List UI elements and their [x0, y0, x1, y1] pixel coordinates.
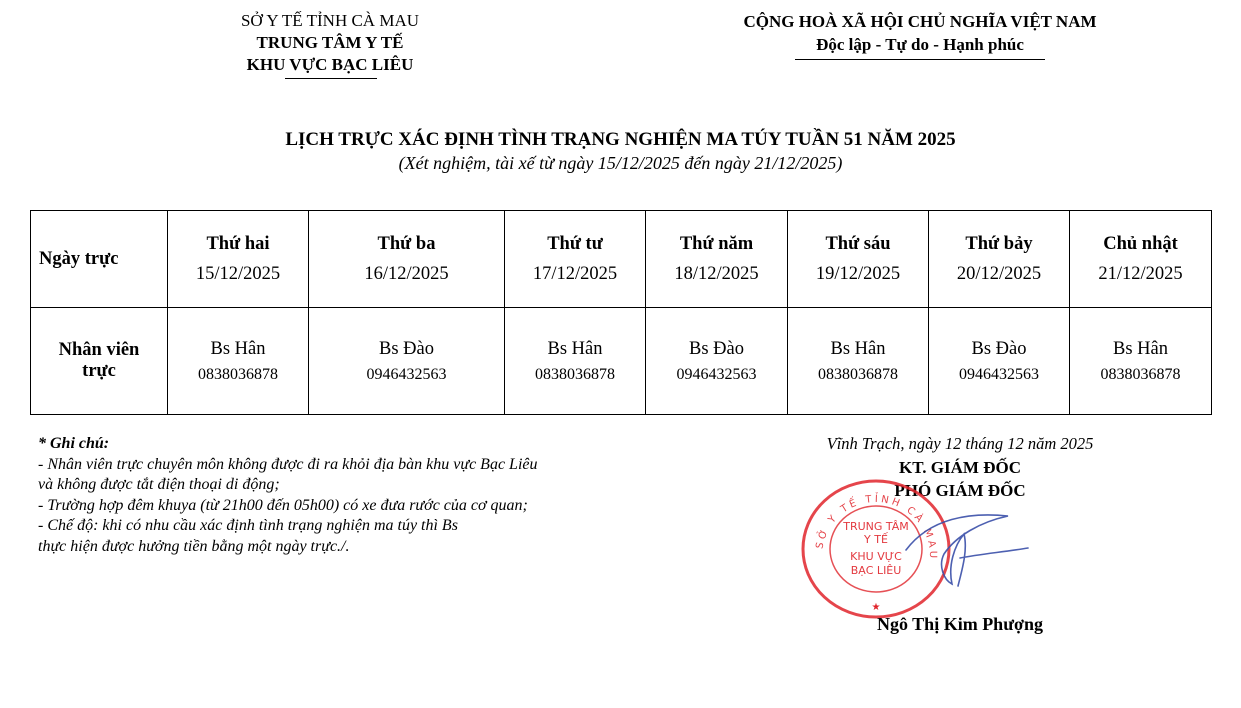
- note-line: - Chế độ: khi có nhu cầu xác định tình trạng nghiện ma túy thì Bs: [38, 517, 458, 534]
- staff-cell: [788, 308, 929, 415]
- place-date: Vĩnh Trạch, ngày 12 tháng 12 năm 2025: [826, 434, 1094, 453]
- row-header-duty-day: Ngày trực: [31, 211, 168, 308]
- notes-heading: * Ghi chú:: [38, 435, 110, 452]
- note-line: và không được tắt điện thoại di động;: [38, 476, 280, 493]
- staff-cell: [309, 308, 505, 415]
- seal-line-1: TRUNG TÂM: [843, 520, 909, 533]
- document-title: LỊCH TRỰC XÁC ĐỊNH TÌNH TRẠNG NGHIỆN MA TÚY TUẦN 51 NĂM 2025: [285, 129, 956, 150]
- national-header: [690, 10, 1150, 56]
- staff-phone: 0838036878: [818, 365, 898, 383]
- parent-agency: SỞ Y TẾ TỈNH CÀ MAU: [240, 11, 420, 30]
- note-line: thực hiện được hưởng tiền bằng một ngày trực./.: [38, 537, 350, 555]
- staff-cell: [646, 308, 788, 415]
- handwritten-signature: [900, 510, 1030, 590]
- day-date: 19/12/2025: [815, 263, 901, 284]
- seal-star-icon: ★: [871, 602, 881, 613]
- staff-phone: 0838036878: [1100, 365, 1181, 383]
- agency-header: [180, 10, 480, 76]
- table-row-staff: [31, 308, 1212, 415]
- agency-name-line2: KHU VỰC BẠC LIÊU: [246, 55, 414, 74]
- staff-name: Bs Hân: [210, 338, 266, 359]
- row-header-staff: [31, 308, 168, 415]
- day-name: Thứ sáu: [825, 233, 891, 254]
- day-cell: [788, 211, 929, 308]
- day-cell: [168, 211, 309, 308]
- signer-authority: KT. GIÁM ĐỐC: [899, 458, 1021, 477]
- day-name: Thứ tư: [547, 233, 603, 254]
- note-line: - Nhân viên trực chuyên môn không được đi ra khỏi địa bàn khu vực Bạc Liêu: [38, 455, 538, 473]
- staff-phone: 0946432563: [959, 365, 1039, 383]
- day-cell: [505, 211, 646, 308]
- day-name: Thứ ba: [377, 233, 436, 254]
- national-motto: Độc lập - Tự do - Hạnh phúc: [816, 35, 1024, 54]
- agency-name-line1: TRUNG TÂM Y TẾ: [256, 33, 404, 52]
- motto-underline: [795, 59, 1045, 60]
- row-header-staff-line2: trực: [82, 361, 116, 382]
- staff-phone: 0946432563: [366, 365, 447, 383]
- seal-outer-text: SỞ Y TẾ TỈNH CÀ MAU: [814, 493, 939, 562]
- signer-name: Ngô Thị Kim Phượng: [877, 614, 1043, 634]
- staff-name: Bs Hân: [1113, 338, 1168, 359]
- staff-name: Bs Đào: [379, 338, 434, 359]
- staff-name: Bs Đào: [971, 338, 1027, 359]
- day-date: 17/12/2025: [532, 263, 618, 284]
- staff-cell: [929, 308, 1070, 415]
- national-title: CỘNG HOÀ XÃ HỘI CHỦ NGHĨA VIỆT NAM: [743, 12, 1097, 31]
- staff-name: Bs Hân: [547, 338, 603, 359]
- staff-cell: [505, 308, 646, 415]
- day-name: Thứ hai: [206, 233, 270, 254]
- day-cell: [929, 211, 1070, 308]
- day-cell: [1070, 211, 1212, 308]
- day-date: 21/12/2025: [1098, 263, 1183, 284]
- agency-underline: [285, 78, 377, 79]
- seal-line-3: KHU VỰC: [850, 550, 902, 563]
- seal-line-2: Y TẾ: [864, 533, 888, 546]
- table-row-dates: [31, 211, 1212, 308]
- day-cell: [646, 211, 788, 308]
- staff-phone: 0946432563: [676, 365, 757, 383]
- day-name: Chủ nhật: [1103, 233, 1178, 254]
- day-date: 16/12/2025: [364, 263, 449, 284]
- seal-line-4: BẠC LIÊU: [850, 564, 902, 577]
- staff-cell: [168, 308, 309, 415]
- staff-phone: 0838036878: [198, 365, 278, 383]
- staff-name: Bs Hân: [830, 338, 886, 359]
- staff-cell: [1070, 308, 1212, 415]
- duty-schedule-table: [30, 210, 1212, 415]
- day-date: 18/12/2025: [674, 263, 759, 284]
- note-line: - Trường hợp đêm khuya (từ 21h00 đến 05h00) có xe đưa rước của cơ quan;: [38, 496, 528, 514]
- day-cell: [309, 211, 505, 308]
- day-name: Thứ bảy: [965, 233, 1033, 254]
- signer-title: PHÓ GIÁM ĐỐC: [894, 481, 1026, 500]
- notes-block: [38, 434, 638, 557]
- day-date: 20/12/2025: [956, 263, 1042, 284]
- day-name: Thứ năm: [679, 233, 754, 254]
- row-header-staff-line1: Nhân viên: [58, 340, 140, 361]
- day-date: 15/12/2025: [195, 263, 281, 284]
- staff-name: Bs Đào: [689, 338, 744, 359]
- staff-phone: 0838036878: [535, 365, 615, 383]
- document-subtitle: (Xét nghiệm, tài xế từ ngày 15/12/2025 đến ngày 21/12/2025): [398, 153, 843, 173]
